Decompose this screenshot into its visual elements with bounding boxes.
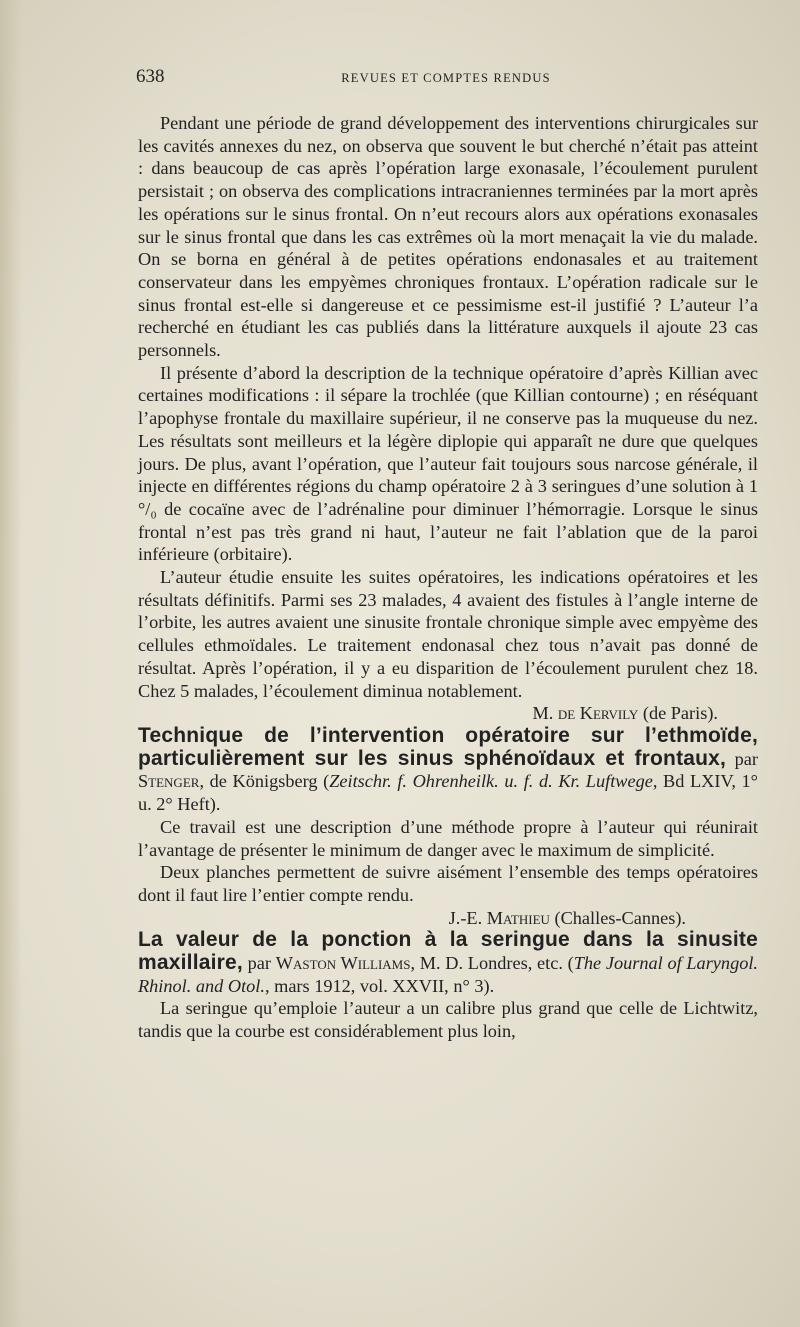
running-head: REVUES ET COMPTES RENDUS	[341, 71, 551, 85]
review1-paragraph-1: Pendant une période de grand développement des interventions chirurgicales sur les cavités annexes du nez, on observa que souvent le but cherché n’était pas atteint : dans beaucoup de cas après l’opération large exonasale, l’écoulement purulent persistait ; on observa des complications intracraniennes terminées par la mort après les opérations sur le sinus frontal. On n’eut recours alors aux opérations exonasales sur le sinus frontal que dans les cas extrêmes où la mort menaçait la vie du malade. On se borna en général à de petites opérations endonasales et au traitement conservateur dans les empyèmes chroniques frontaux. L’opération radicale sur le sinus frontal est-elle si dangereuse et ce pessimisme est-il justifié ? L’auteur l’a recherché en étudiant les cas publiés dans la littérature auxquels il ajoute 23 cas personnels.	[138, 113, 758, 361]
review3-by: par	[242, 953, 276, 974]
review2-author: Stenger	[138, 771, 200, 792]
review2-heading	[138, 725, 758, 816]
review2-paragraph-1: Ce travail est une description d’une méthode propre à l’auteur qui réunirait l’avantage de présenter le minimum de danger avec le maximum de simplicité.	[138, 816, 758, 860]
review2-signature	[138, 907, 758, 930]
page-number: 638	[136, 66, 165, 87]
signature-prefix: M.	[532, 703, 558, 724]
signature-particle: de	[557, 703, 580, 724]
review2-author-place: , de Königsberg (	[199, 771, 330, 792]
review3-heading	[138, 929, 758, 997]
page-edge-shadow	[0, 0, 22, 1327]
review1-signature	[138, 702, 758, 725]
signature-name: Kervily	[579, 703, 639, 724]
review1-paragraph-3: L’auteur étudie ensuite les suites opératoires, les indications opératoires et les résultats définitifs. Parmi ses 23 malades, 4 avaient des fistules à l’angle interne de l’orbite, les autres avaient une sinusite frontale chronique simple avec empyème des cellules ethmoïdales. Le traitement endonasal chez tous n’avait pas donné de résultat. Après l’opération, il y a eu disparition de l’écoulement purulent chez 18. Chez 5 malades, l’écoulement diminua notablement.	[138, 567, 758, 701]
signature-place: (Challes-Cannes).	[549, 907, 686, 928]
signature-place: (de Paris).	[638, 703, 718, 724]
review3-author-place: , M. D. Londres, etc. (	[410, 953, 574, 974]
review3-journal: The Journal of Laryngol. Rhinol. and Otol.	[138, 953, 758, 996]
review3-paragraph-1: La seringue qu’emploie l’auteur a un calibre plus grand que celle de Lichtwitz, tandis que la courbe est considérablement plus loin,	[138, 998, 758, 1042]
review2-citation: , Bd LXIV, 1° u. 2° Heft).	[138, 771, 758, 815]
review2-journal: Zeitschr. f. Ohrenheilk. u. f. d. Kr. Luftwege	[329, 771, 653, 792]
signature-name: Mathieu	[486, 907, 550, 928]
review3-author: Waston Williams	[275, 953, 411, 974]
page-header	[136, 66, 756, 96]
review2-title: Technique de l’intervention opératoire sur l’ethmoïde, particulièrement sur les sinus sphénoïdaux et frontaux,	[138, 723, 758, 770]
review2-paragraph-2: Deux planches permettent de suivre aisément l’ensemble des temps opératoires dont il faut lire l’entier compte rendu.	[138, 862, 758, 905]
review2-by: par	[726, 748, 758, 769]
review3-citation: , mars 1912, vol. XXVII, n° 3).	[264, 975, 495, 996]
article-body	[138, 112, 758, 1043]
signature-prefix: J.-E.	[448, 907, 487, 928]
review1-paragraph-2: Il présente d’abord la description de la technique opératoire d’après Killian avec certaines modifications : il sépare la trochlée (que Killian contourne) ; en réséquant l’apophyse frontale du maxillaire supérieur, il ne conserve pas la muqueuse du nez. Les résultats sont meilleurs et la légère diplopie qui apparaît ne dure que quelques jours. De plus, avant l’opération, que l’auteur fait toujours sous narcose générale, il injecte en différentes régions du champ opératoire 2 à 3 seringues d’une solution à 1 °/₀ de cocaïne avec de l’adrénaline pour diminuer l’hémorragie. Lorsque le sinus frontal n’est pas très grand ni haut, l’auteur ne fait l’ablation que de la paroi inférieure (orbitaire).	[138, 362, 758, 565]
review3-title: La valeur de la ponction à la seringue dans la sinusite maxillaire,	[138, 928, 758, 975]
